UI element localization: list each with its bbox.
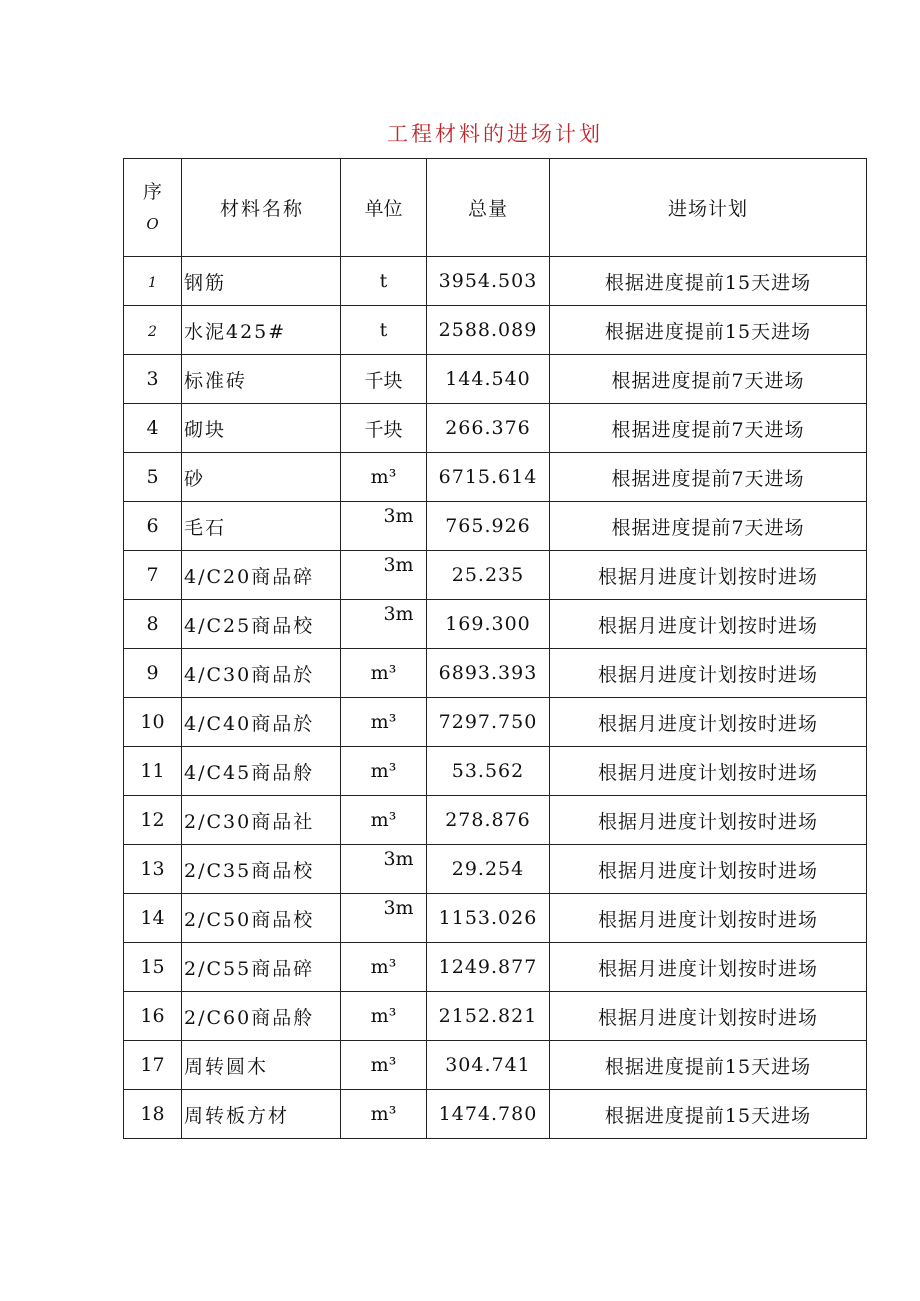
row-quantity-text: 1249.877	[438, 956, 538, 978]
row-quantity	[427, 992, 550, 1041]
table-row	[124, 306, 867, 355]
row-plan	[550, 649, 867, 698]
row-quantity-text: 2152.821	[438, 1005, 538, 1027]
row-plan	[550, 306, 867, 355]
document-title: 工程材料的进场计划	[387, 122, 603, 146]
row-unit-text: m³	[370, 956, 397, 978]
row-quantity	[427, 1090, 550, 1139]
row-unit	[341, 453, 427, 502]
row-material-name-text: 水泥425#	[184, 320, 287, 343]
row-quantity-text: 29.254	[451, 858, 525, 880]
row-index-text: 11	[140, 760, 165, 782]
row-unit	[341, 355, 427, 404]
row-quantity	[427, 747, 550, 796]
row-plan-text: 根据月进度计划按时进场	[597, 810, 818, 833]
row-plan-text: 根据进度提前7天进场	[611, 516, 805, 539]
header-unit: 单位	[341, 159, 427, 257]
row-index-text: 4	[146, 417, 159, 439]
row-plan	[550, 600, 867, 649]
row-unit-text: t	[379, 270, 388, 292]
row-material-name	[182, 992, 341, 1041]
row-material-name	[182, 845, 341, 894]
row-plan	[550, 1041, 867, 1090]
table-row	[124, 894, 867, 943]
row-index-text: 1	[148, 275, 157, 291]
row-material-name-text: 周转板方材	[184, 1104, 290, 1127]
header-name: 材料名称	[182, 159, 341, 257]
row-quantity-text: 6715.614	[438, 466, 538, 488]
row-material-name-text: 砌块	[184, 418, 227, 441]
row-quantity	[427, 257, 550, 306]
row-plan	[550, 845, 867, 894]
row-material-name-text: 周转圆木	[184, 1055, 269, 1078]
row-quantity	[427, 796, 550, 845]
row-index	[124, 992, 182, 1041]
row-material-name	[182, 747, 341, 796]
row-material-name-text: 4/C30商品於	[184, 663, 315, 686]
table-row	[124, 502, 867, 551]
row-material-name-text: 毛石	[184, 516, 227, 539]
row-material-name	[182, 306, 341, 355]
row-unit-text: 3m	[383, 897, 414, 919]
table-row	[124, 404, 867, 453]
row-quantity-text: 3954.503	[438, 270, 538, 292]
row-index	[124, 943, 182, 992]
row-unit	[341, 257, 427, 306]
row-quantity	[427, 404, 550, 453]
table-row	[124, 453, 867, 502]
table-row	[124, 600, 867, 649]
table-row	[124, 796, 867, 845]
row-quantity-text: 6893.393	[438, 662, 538, 684]
row-plan-text: 根据进度提前7天进场	[611, 467, 805, 490]
row-quantity-text: 304.741	[445, 1054, 531, 1076]
row-plan-text: 根据进度提前15天进场	[604, 271, 812, 294]
row-index-text: 16	[140, 1005, 165, 1027]
row-quantity-text: 169.300	[445, 613, 531, 635]
row-quantity-text: 765.926	[445, 515, 531, 537]
row-material-name	[182, 943, 341, 992]
row-unit-text: m³	[370, 760, 397, 782]
row-plan	[550, 894, 867, 943]
row-plan	[550, 355, 867, 404]
row-quantity	[427, 502, 550, 551]
row-quantity-text: 53.562	[451, 760, 525, 782]
row-index	[124, 894, 182, 943]
row-unit	[341, 502, 427, 551]
material-plan-table	[123, 158, 867, 1139]
row-index-text: 14	[140, 907, 165, 929]
header-index	[124, 159, 182, 257]
row-material-name-text: 2/C50商品校	[184, 908, 315, 931]
header-index-line1: 序	[142, 181, 162, 204]
table-row	[124, 355, 867, 404]
table-row	[124, 257, 867, 306]
row-material-name-text: 2/C35商品校	[184, 859, 315, 882]
table-row	[124, 992, 867, 1041]
row-index	[124, 306, 182, 355]
row-unit-text: m³	[370, 809, 397, 831]
row-material-name-text: 4/C20商品碎	[184, 565, 315, 588]
table-row	[124, 649, 867, 698]
row-unit	[341, 1090, 427, 1139]
row-plan-text: 根据月进度计划按时进场	[597, 1006, 818, 1029]
row-quantity	[427, 845, 550, 894]
row-plan-text: 根据进度提前15天进场	[604, 1055, 812, 1078]
table-row	[124, 845, 867, 894]
row-index-text: 9	[146, 662, 159, 684]
row-plan	[550, 943, 867, 992]
row-index	[124, 257, 182, 306]
row-unit-text: m³	[370, 711, 397, 733]
row-plan-text: 根据月进度计划按时进场	[597, 859, 818, 882]
row-material-name-text: 2/C55商品碎	[184, 957, 315, 980]
row-material-name	[182, 257, 341, 306]
row-unit	[341, 600, 427, 649]
row-unit	[341, 404, 427, 453]
row-index-text: 5	[146, 466, 159, 488]
row-quantity-text: 25.235	[451, 564, 525, 586]
row-unit-text: m³	[370, 1005, 397, 1027]
row-index-text: 18	[140, 1103, 165, 1125]
row-plan-text: 根据月进度计划按时进场	[597, 614, 818, 637]
row-quantity-text: 1474.780	[438, 1103, 538, 1125]
row-plan-text: 根据月进度计划按时进场	[597, 761, 818, 784]
row-material-name-text: 4/C45商品舲	[184, 761, 315, 784]
row-unit	[341, 796, 427, 845]
row-plan-text: 根据进度提前15天进场	[604, 320, 812, 343]
row-index-text: 3	[146, 368, 159, 390]
row-quantity	[427, 894, 550, 943]
row-material-name	[182, 649, 341, 698]
row-index-text: 6	[146, 515, 159, 537]
row-plan	[550, 502, 867, 551]
row-material-name	[182, 404, 341, 453]
row-plan	[550, 404, 867, 453]
row-index	[124, 747, 182, 796]
row-unit	[341, 992, 427, 1041]
row-unit-text: 3m	[383, 505, 414, 527]
row-quantity-text: 144.540	[445, 368, 531, 390]
row-material-name	[182, 698, 341, 747]
row-plan	[550, 747, 867, 796]
table-row	[124, 1090, 867, 1139]
row-quantity-text: 1153.026	[438, 907, 538, 929]
row-material-name	[182, 1090, 341, 1139]
row-material-name-text: 砂	[184, 467, 206, 490]
row-quantity	[427, 1041, 550, 1090]
row-material-name-text: 2/C30商品社	[184, 810, 315, 833]
row-material-name	[182, 355, 341, 404]
row-index	[124, 355, 182, 404]
row-material-name	[182, 894, 341, 943]
table-row	[124, 943, 867, 992]
row-material-name	[182, 551, 341, 600]
header-index-line2: O	[146, 214, 159, 233]
row-unit	[341, 306, 427, 355]
row-unit-text: m³	[370, 466, 397, 488]
row-index-text: 12	[140, 809, 165, 831]
table-row	[124, 1041, 867, 1090]
row-plan-text: 根据月进度计划按时进场	[597, 663, 818, 686]
row-unit	[341, 698, 427, 747]
row-material-name-text: 4/C40商品於	[184, 712, 315, 735]
row-unit-text: m³	[370, 1054, 397, 1076]
row-quantity	[427, 453, 550, 502]
row-unit	[341, 551, 427, 600]
row-index-text: 15	[140, 956, 165, 978]
table-row	[124, 698, 867, 747]
row-unit	[341, 943, 427, 992]
row-unit-text: 3m	[383, 554, 414, 576]
row-plan-text: 根据月进度计划按时进场	[597, 565, 818, 588]
row-unit-text: 千块	[364, 418, 403, 441]
table-row	[124, 747, 867, 796]
row-index	[124, 1041, 182, 1090]
header-plan: 进场计划	[550, 159, 867, 257]
row-index-text: 13	[140, 858, 165, 880]
row-plan	[550, 698, 867, 747]
row-quantity	[427, 306, 550, 355]
row-plan	[550, 796, 867, 845]
row-unit	[341, 845, 427, 894]
row-quantity-text: 7297.750	[438, 711, 538, 733]
row-index	[124, 796, 182, 845]
row-unit	[341, 649, 427, 698]
row-quantity	[427, 649, 550, 698]
row-unit-text: 3m	[383, 603, 414, 625]
row-unit-text: 千块	[364, 369, 403, 392]
row-material-name-text: 2/C60商品舲	[184, 1006, 315, 1029]
row-index	[124, 698, 182, 747]
row-plan-text: 根据进度提前7天进场	[611, 418, 805, 441]
row-unit-text: m³	[370, 1103, 397, 1125]
header-quantity: 总量	[427, 159, 550, 257]
row-unit-text: t	[379, 319, 388, 341]
row-material-name	[182, 502, 341, 551]
row-material-name	[182, 453, 341, 502]
row-index-text: 2	[148, 324, 157, 340]
row-material-name-text: 标准砖	[184, 369, 248, 392]
row-quantity	[427, 355, 550, 404]
row-index	[124, 845, 182, 894]
row-index-text: 17	[140, 1054, 165, 1076]
row-quantity	[427, 600, 550, 649]
row-unit-text: m³	[370, 662, 397, 684]
row-material-name	[182, 796, 341, 845]
row-plan	[550, 257, 867, 306]
table-header-row	[124, 159, 867, 257]
row-quantity-text: 266.376	[445, 417, 531, 439]
row-index	[124, 502, 182, 551]
row-quantity	[427, 698, 550, 747]
row-index-text: 8	[146, 613, 159, 635]
row-index	[124, 649, 182, 698]
row-plan-text: 根据进度提前15天进场	[604, 1104, 812, 1127]
row-quantity-text: 278.876	[445, 809, 531, 831]
row-material-name	[182, 600, 341, 649]
row-plan-text: 根据月进度计划按时进场	[597, 957, 818, 980]
row-plan	[550, 453, 867, 502]
row-plan	[550, 1090, 867, 1139]
row-index	[124, 600, 182, 649]
row-index-text: 7	[146, 564, 159, 586]
row-index	[124, 453, 182, 502]
row-unit	[341, 894, 427, 943]
row-plan	[550, 551, 867, 600]
row-index	[124, 551, 182, 600]
row-plan-text: 根据月进度计划按时进场	[597, 908, 818, 931]
row-unit	[341, 1041, 427, 1090]
row-quantity	[427, 551, 550, 600]
row-index	[124, 1090, 182, 1139]
row-quantity	[427, 943, 550, 992]
row-material-name	[182, 1041, 341, 1090]
row-unit	[341, 747, 427, 796]
row-plan	[550, 992, 867, 1041]
table-row	[124, 551, 867, 600]
row-plan-text: 根据月进度计划按时进场	[597, 712, 818, 735]
row-index	[124, 404, 182, 453]
row-material-name-text: 钢筋	[184, 271, 227, 294]
row-unit-text: 3m	[383, 848, 414, 870]
row-quantity-text: 2588.089	[438, 319, 538, 341]
row-index-text: 10	[140, 711, 165, 733]
row-material-name-text: 4/C25商品校	[184, 614, 315, 637]
row-plan-text: 根据进度提前7天进场	[611, 369, 805, 392]
